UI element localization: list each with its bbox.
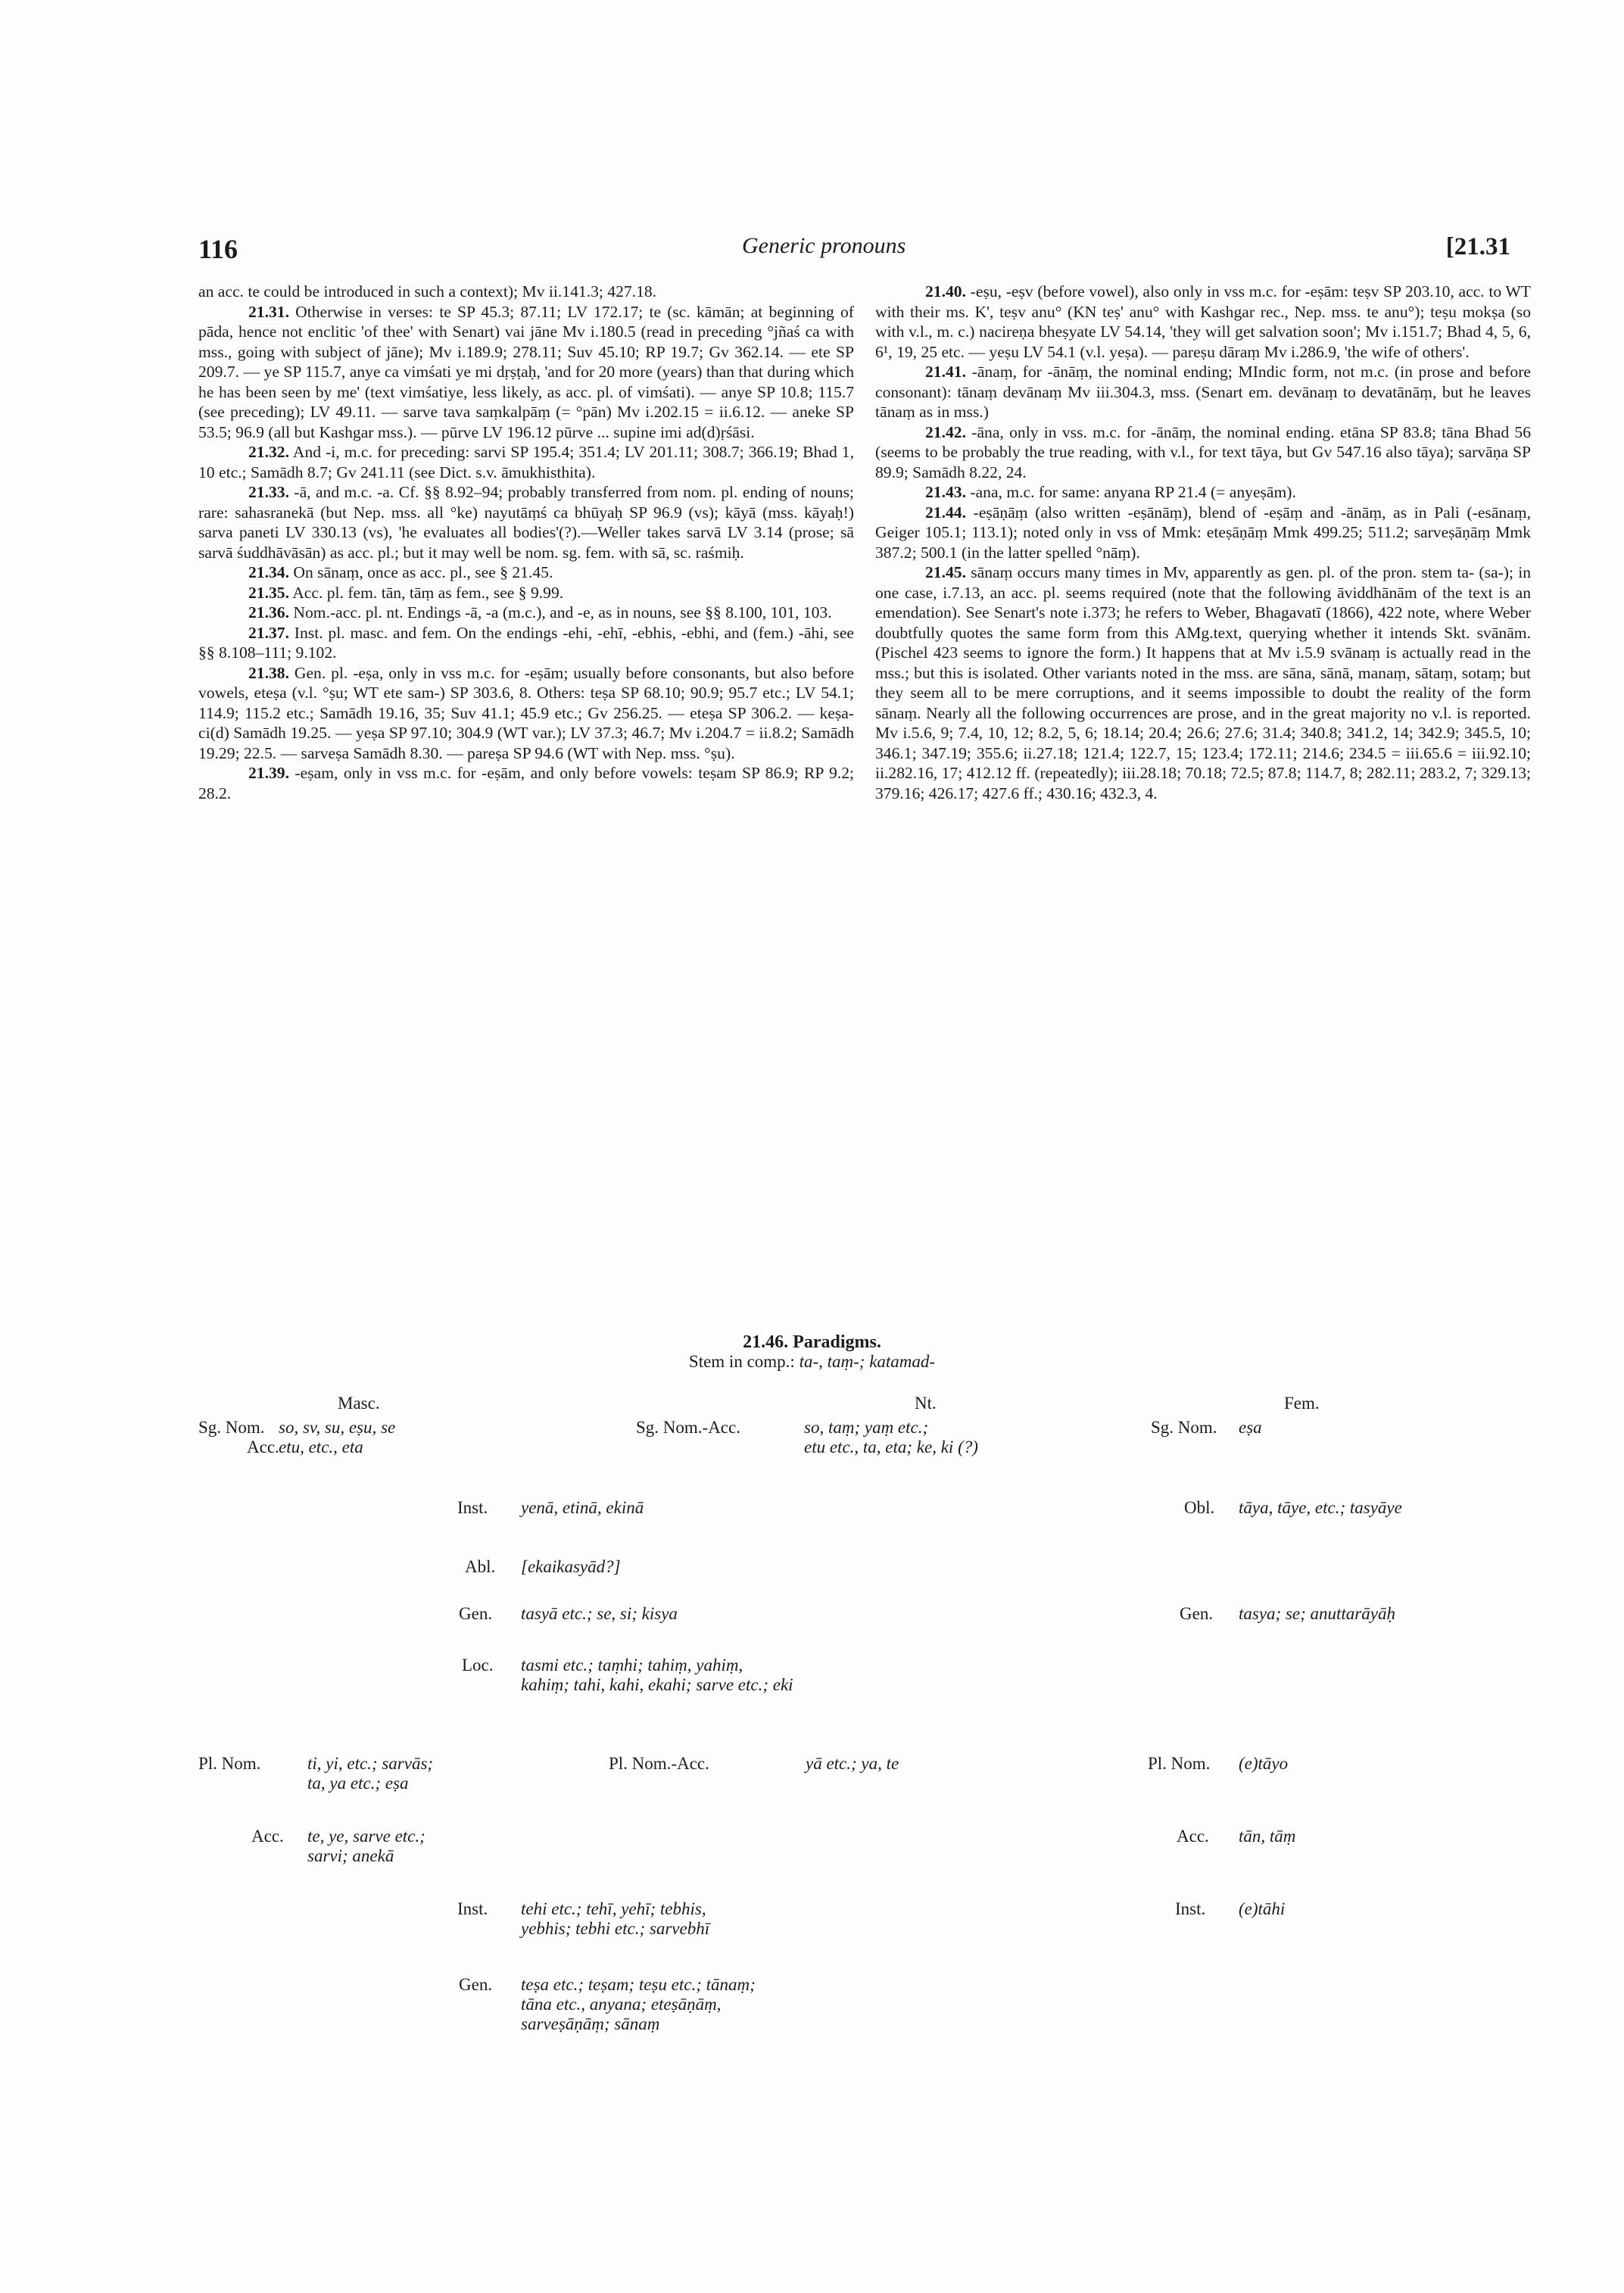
nt-pl-label: Pl. Nom.-Acc.: [609, 1754, 709, 1773]
paragraph: 21.38. Gen. pl. -eṣa, only in vss m.c. for -eṣām; usually before consonants, but also before vowels, eteṣa (v.l. °ṣu; WT ete sam-) SP 303.6, 8. Others: teṣa SP 68.10; 90.9; 95.7 etc.; LV 54.1; 114.9; 115.2 etc.; Samādh 19.16, 35; Suv 41.1; 45.9 etc.; Gv 256.25. — eteṣa SP 306.2. — keṣa-ci(d) Samādh 19.25. — yeṣa SP 97.10; 304.9 (WT var.); LV 37.3; 46.7; Mv i.204.7 = ii.8.2; Samādh 19.29; 22.5. — sarveṣa Samādh 8.30. — pareṣa SP 94.6 (WT with Nep. mss. °ṣu).: [198, 663, 854, 762]
column-fem: Fem.: [1284, 1394, 1320, 1413]
inst-forms: yenā, etinā, ekinā: [521, 1498, 644, 1517]
nt-sg-forms-line1: so, taṃ; yaṃ etc.;: [804, 1418, 929, 1437]
nt-sg-label: Sg. Nom.-Acc.: [636, 1418, 740, 1437]
section-marker: [21.31: [1445, 233, 1510, 260]
gen-forms: tasyā etc.; se, si; kisya: [521, 1604, 678, 1623]
abl-label: Abl.: [465, 1557, 496, 1576]
pl-inst-line2: yebhis; tebhi etc.; sarvebhī: [521, 1919, 710, 1938]
fem-pl-nom-label: Pl. Nom.: [1148, 1754, 1211, 1773]
paragraph: 21.31. Otherwise in verses: te SP 45.3; 87.11; LV 172.17; te (sc. kāmān; at beginning of pāda, hence not enclitic 'of thee' with Senart) vai jāne Mv i.180.5 (read in preceding °jñaś ca with mss., going with subject of jāne); Mv i.189.9; 278.11; Suv 45.10; RP 19.7; Gv 362.14. — ete SP 209.7. — ye SP 115.7, anye ca vimśati ye mi dṛṣṭaḥ, 'and for 20 more (years) than that during which he has been seen by me' (text vimśatiye, less likely, as acc. pl. of vimśati). — anye SP 10.8; 115.7 (see preceding); LV 49.11. — sarve tava saṃkalpāṃ (= °pān) Mv i.202.15 = ii.6.12. — aneke SP 53.5; 96.9 (all but Kashgar mss.). — pūrve LV 196.12 pūrve ... supine imi ad(d)ṛśāsi.: [198, 302, 854, 441]
paragraph: 21.34. On sānaṃ, once as acc. pl., see § 21.45.: [248, 563, 553, 581]
fem-sg-nom-forms: eṣa: [1239, 1418, 1262, 1437]
masc-pl-acc-line2: sarvi; anekā: [307, 1846, 394, 1865]
loc-label: Loc.: [462, 1656, 494, 1675]
masc-pl-acc-label: Acc.: [251, 1827, 284, 1846]
fem-obl-label: Obl.: [1184, 1498, 1215, 1517]
paradigm-title: 21.46. Paradigms.: [743, 1332, 881, 1352]
fem-pl-nom-forms: (e)tāyo: [1239, 1754, 1289, 1773]
masc-pl-nom-line2: ta, ya etc.; eṣa: [307, 1774, 409, 1793]
masc-sg-nom-label: Sg. Nom.: [198, 1418, 265, 1437]
fem-sg-nom-label: Sg. Nom.: [1151, 1418, 1217, 1437]
right-column: [875, 282, 1531, 803]
column-nt: Nt.: [915, 1394, 937, 1413]
inst-label: Inst.: [457, 1498, 488, 1517]
paragraph: 21.35. Acc. pl. fem. tān, tāṃ as fem., see § 9.99.: [248, 583, 564, 602]
masc-pl-nom-line1: ti, yi, etc.; sarvās;: [307, 1754, 434, 1773]
stem-label: Stem in comp.:: [688, 1352, 795, 1371]
pl-inst-label: Inst.: [457, 1899, 488, 1918]
masc-sg-acc-forms: etu, etc., eta: [279, 1438, 363, 1456]
page-number: 116: [198, 234, 238, 264]
pl-gen-line2: tāna etc., anyana; eteṣāṇāṃ,: [521, 1995, 722, 2014]
masc-pl-acc-line1: te, ye, sarve etc.;: [307, 1827, 425, 1846]
pl-inst-line1: tehi etc.; tehī, yehī; tebhis,: [521, 1899, 706, 1918]
paragraph: an acc. te could be introduced in such a context); Mv ii.141.3; 427.18.: [198, 282, 657, 301]
fem-pl-acc-label: Acc.: [1177, 1827, 1209, 1846]
column-masc: Masc.: [338, 1394, 380, 1413]
fem-obl-forms: tāya, tāye, etc.; tasyāye: [1239, 1498, 1402, 1517]
paradigm-stem: [0, 1352, 1624, 1372]
paragraph: 21.32. And -i, m.c. for preceding: sarvi SP 195.4; 351.4; LV 201.11; 308.7; 366.19; Bhad 1, 10 etc.; Samādh 8.7; Gv 241.11 (see Dict. s.v. āmukhisthita).: [198, 443, 854, 481]
paragraph: 21.43. -ana, m.c. for same: anyana RP 21.4 (= anyeṣām).: [925, 483, 1296, 501]
fem-pl-inst-forms: (e)tāhi: [1239, 1899, 1286, 1918]
loc-forms-line1: tasmi etc.; taṃhi; tahiṃ, yahiṃ,: [521, 1656, 743, 1675]
masc-pl-nom-label: Pl. Nom.: [198, 1754, 261, 1773]
fem-gen-forms: tasya; se; anuttarāyāḥ: [1239, 1604, 1395, 1623]
stem-forms: ta-, taṃ-; katamad-: [799, 1352, 936, 1371]
abl-forms: [ekaikasyād?]: [521, 1557, 621, 1576]
paragraph: 21.33. -ā, and m.c. -a. Cf. §§ 8.92–94; probably transferred from nom. pl. ending of nouns; rare: sahasranekā (but Nep. mss. all °ke) nayutāṃś ca bhūyaḥ SP 96.9 (vs); kāyā (mss. kāyaḥ!) sarva paneti LV 330.13 (vs), 'he evaluates all bodies'(?).—Weller takes sarvā LV 3.14 (prose; sā sarvā śuddhāvāsān) as acc. pl.; but it may well be nom. sg. fem. with sā, sc. raśmiḥ.: [198, 483, 854, 562]
fem-pl-acc-forms: tān, tāṃ: [1239, 1827, 1296, 1846]
pl-gen-label: Gen.: [459, 1975, 493, 1994]
pl-gen-line3: sarveṣāṇāṃ; sānaṃ: [521, 2014, 660, 2033]
paragraph: 21.42. -āna, only in vss. m.c. for -ānāṃ, the nominal ending. etāna SP 83.8; tāna Bhad 56 (seems to be probably the true reading, with v.l., for text tāya, but Gv 547.16 also tāya); sarvāṇa SP 89.9; Samādh 8.22, 24.: [875, 422, 1531, 481]
running-title: Generic pronouns: [742, 233, 906, 258]
paragraph: 21.39. -eṣam, only in vss m.c. for -eṣām, and only before vowels: teṣam SP 86.9; RP 9.2; 28.2.: [198, 764, 854, 802]
left-column: [198, 282, 854, 803]
gen-label: Gen.: [459, 1604, 493, 1623]
paragraph: 21.45. sānaṃ occurs many times in Mv, apparently as gen. pl. of the pron. stem ta- (sa-); in one case, i.7.13, an acc. pl. seems required (note that the following āviddhānām of the text is an emendation). See Senart's note i.373; he refers to Weber, Bhagavatī (1866), 422 note, where Weber doubtfully quotes the same form from this AMg.text, querying whether it intends Skt. svānām. (Pischel 423 seems to ignore the form.) It happens that at Mv i.5.9 svānaṃ is actually read in the mss.; but this is isolated. Other variants noted in the mss. are sāna, sānā, manaṃ, sātaṃ, sotaṃ; but they seem all to be mere corruptions, and it seems impossible to doubt the reality of the form sānaṃ. Nearly all the following occurrences are prose, and in the great majority no v.l. is reported. Mv i.5.6, 9; 7.4, 10, 12; 8.2, 5, 6; 18.14; 20.4; 26.6; 27.6; 31.4; 340.8; 341.2, 14; 342.9; 345.5, 10; 346.1; 347.19; 355.6; ii.27.18; 121.4; 122.7, 15; 123.4; 172.11; 214.6; 234.5 = iii.65.6 = iii.92.10; ii.282.16, 17; 412.12 ff. (repeatedly); iii.28.18; 70.18; 72.5; 87.8; 114.7, 8; 282.11; 283.2, 7; 329.13; 379.16; 426.17; 427.6 ff.; 430.16; 432.3, 4.: [875, 563, 1531, 802]
masc-sg-nom-forms: so, sv, su, eṣu, se: [279, 1418, 396, 1437]
paragraph: 21.36. Nom.-acc. pl. nt. Endings -ā, -a (m.c.), and -e, as in nouns, see §§ 8.100, 101, 103.: [248, 603, 832, 622]
nt-pl-forms: yā etc.; ya, te: [806, 1754, 899, 1773]
paragraph: 21.44. -eṣāṇāṃ (also written -eṣānāṃ), blend of -eṣāṃ and -ānāṃ, as in Pali (-esānaṃ, Geiger 105.1; 113.1); noted only in vss of Mmk: eteṣāṇāṃ Mmk 499.25; 511.2; sarveṣāṇāṃ Mmk 387.2; 500.1 (in the latter spelled °nāṃ).: [875, 503, 1531, 562]
pl-gen-line1: teṣa etc.; teṣam; teṣu etc.; tānaṃ;: [521, 1975, 756, 1994]
paragraph: 21.37. Inst. pl. masc. and fem. On the endings -ehi, -ehī, -ebhis, -ebhi, and (fem.) -āhi, see §§ 8.108–111; 9.102.: [198, 623, 854, 662]
fem-gen-label: Gen.: [1180, 1604, 1214, 1623]
fem-pl-inst-label: Inst.: [1175, 1899, 1206, 1918]
paragraph: 21.40. -eṣu, -eṣv (before vowel), also only in vss m.c. for -eṣām: teṣv SP 203.10, acc. to WT with their ms. K', teṣv anu° (KN teṣ' anu° with Kashgar rec., Nep. mss. te anu°); teṣu mokṣa (so with v.l., m. c.) nacireṇa bheṣyate LV 54.14, 'they will get salvation soon'; Mv i.151.7; Bhad 4, 5, 6, 6¹, 19, 25 etc. — yeṣu LV 54.1 (v.l. yeṣa). — pareṣu dāraṃ Mv i.286.9, 'the wife of others'.: [875, 282, 1531, 361]
paragraph: 21.41. -ānaṃ, for -ānāṃ, the nominal ending; MIndic form, not m.c. (in prose and before consonant): tānaṃ devānaṃ Mv iii.304.3, mss. (Senart em. devānaṃ to devatānāṃ, but he leaves tānaṃ as in mss.): [875, 363, 1531, 421]
masc-sg-acc-label: Acc.: [247, 1438, 279, 1456]
nt-sg-forms-line2: etu etc., ta, eta; ke, ki (?): [804, 1438, 978, 1456]
loc-forms-line2: kahiṃ; tahi, kahi, ekahi; sarve etc.; eki: [521, 1675, 793, 1694]
